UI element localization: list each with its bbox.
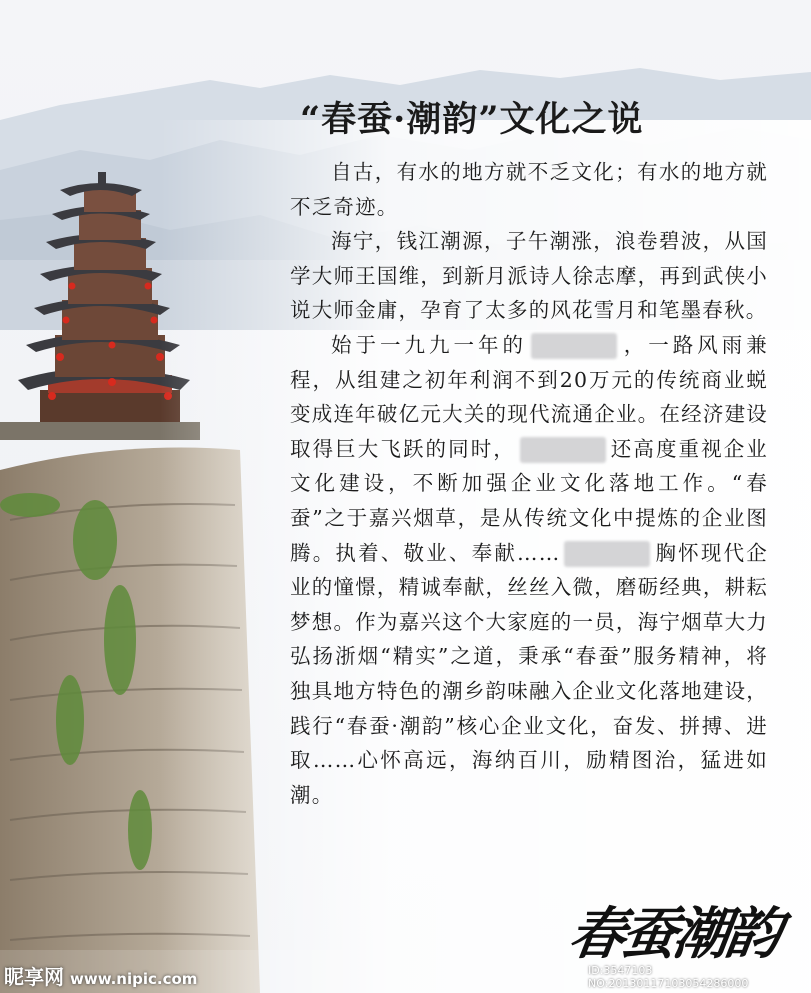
redacted-name bbox=[520, 437, 606, 463]
calligraphy-logo: 春蚕潮韵 bbox=[564, 901, 783, 967]
watermark-brand: 昵享网 bbox=[4, 965, 64, 989]
paragraph-2: 海宁，钱江潮源，子午潮涨，浪卷碧波，从国学大师王国维，到新月派诗人徐志摩，再到武侠小说大师金庸，孕育了太多的风花雪月和笔墨春秋。 bbox=[290, 229, 768, 323]
redacted-name bbox=[564, 541, 650, 567]
image-id-watermark: ID:3547103 NO:20130117103054286000 bbox=[588, 964, 749, 990]
page-title: “春蚕·潮韵”文化之说 bbox=[300, 99, 644, 140]
paragraph-3-part-d: 胸怀现代企业的憧憬，精诚奉献，丝丝入微，磨砺经典，耕耘梦想。作为嘉兴这个大家庭的一员，海宁烟草大力弘扬浙烟“精实”之道，秉承“春蚕”服务精神，将独具地方特色的潮乡韵味融入企业文化落地建设，践行“春蚕·潮韵”核心企业文化，奋发、拼搏、进取……心怀高远，海纳百川，励精图治，猛进如潮。 bbox=[290, 540, 768, 807]
redacted-name bbox=[531, 333, 617, 359]
nipic-watermark bbox=[4, 961, 197, 990]
article-body bbox=[290, 155, 768, 812]
paragraph-3 bbox=[290, 328, 768, 812]
paragraph-3-part-c: 还高度重视企业文化建设，不断加强企业文化落地工作。“春蚕”之于嘉兴烟草，是从传统文化中提炼的企业图腾。执着、敬业、奉献…… bbox=[290, 436, 769, 565]
watermark-site: www.nipic.com bbox=[70, 970, 198, 988]
paragraph-3-part-a: 始于一九九一年的 bbox=[331, 332, 527, 357]
paragraph-3-part-b: ，一路风雨兼程，从组建之初年利润不到20万元的传统商业蜕变成连年破亿元大关的现代流通企业。在经济建设取得巨大飞跃的同时， bbox=[290, 332, 768, 461]
paragraph-1: 自古，有水的地方就不乏文化；有水的地方就不乏奇迹。 bbox=[290, 160, 768, 219]
